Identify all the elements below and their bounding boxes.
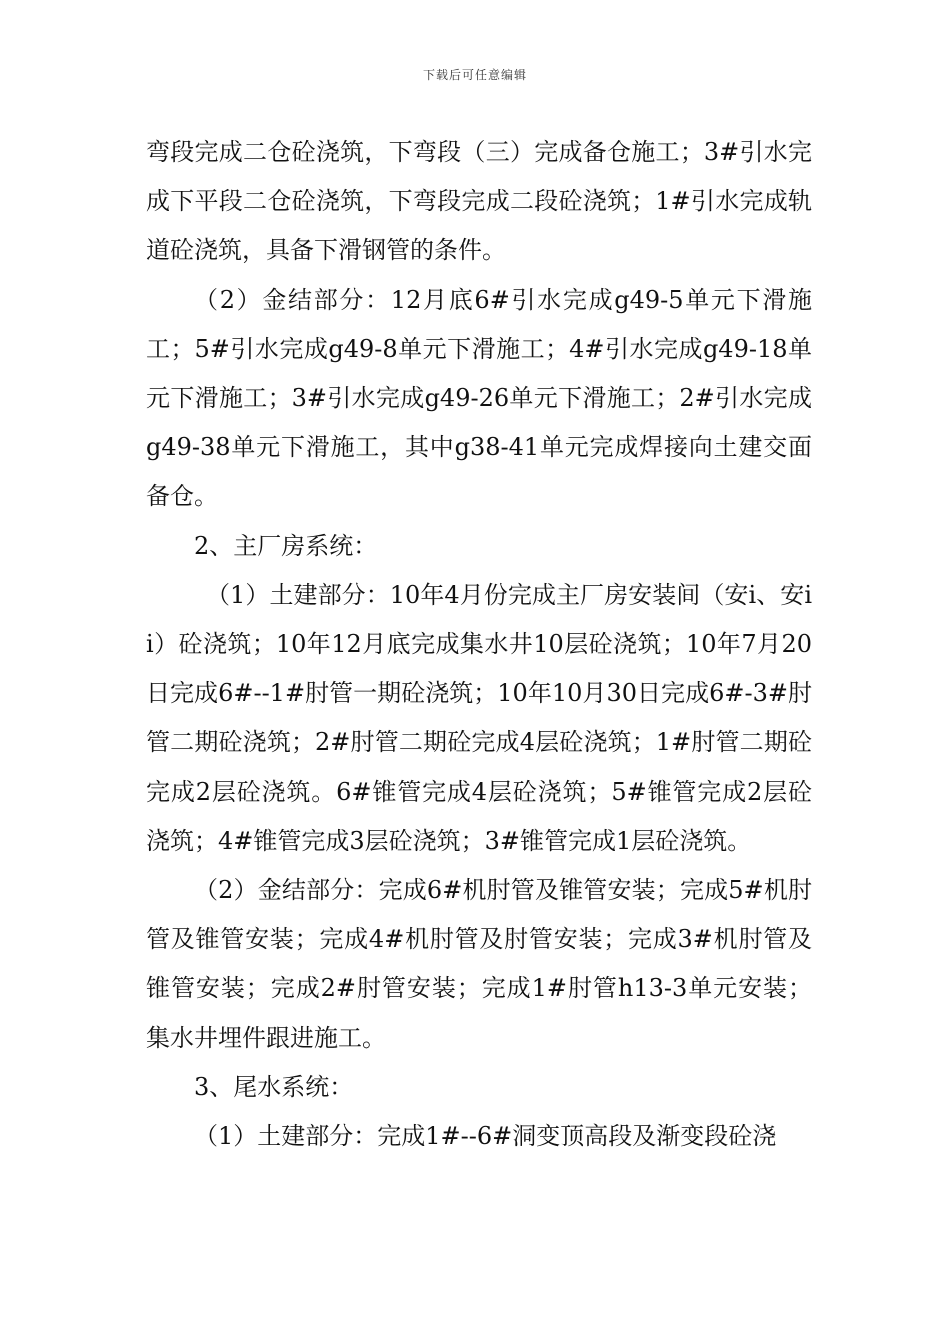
paragraph-2: （2）金结部分：12月底6#引水完成g49-5单元下滑施工；5#引水完成g49-8单元下滑施工；4#引水完成g49-18单元下滑施工；3#引水完成g49-26单元下滑施工；2#引水完成g49-38单元下滑施工，其中g38-41单元完成焊接向土建交面备仓。 <box>146 285 812 511</box>
paragraph-5: （1）土建部分：完成1#--6#洞变顶高段及渐变段砼浇 <box>194 1122 777 1151</box>
document-body <box>146 128 812 1161</box>
page-header: 下载后可任意编辑 <box>422 68 527 82</box>
paragraph-4: （2）金结部分：完成6#机肘管及锥管安装；完成5#机肘管及锥管安装；完成4#机肘管及肘管安装；完成3#机肘管及锥管安装；完成2#肘管安装；完成1#肘管h13-3单元安装；集水井埋件跟进施工。 <box>146 876 812 1052</box>
paragraph-1: 弯段完成二仓砼浇筑，下弯段（三）完成备仓施工；3#引水完成下平段二仓砼浇筑，下弯段完成二段砼浇筑；1#引水完成轨道砼浇筑，具备下滑钢管的条件。 <box>146 138 812 265</box>
section-heading-2: 2、主厂房系统： <box>194 531 378 560</box>
section-heading-3: 3、尾水系统： <box>194 1072 354 1101</box>
paragraph-3: （1）土建部分：10年4月份完成主厂房安装间（安i、安ii）砼浇筑；10年12月底完成集水井10层砼浇筑；10年7月20日完成6#--1#肘管一期砼浇筑；10年10月30日完成6#-3#肘管二期砼浇筑；2#肘管二期砼完成4层砼浇筑；1#肘管二期砼完成2层砼浇筑。6#锥管完成4层砼浇筑；5#锥管完成2层砼浇筑；4#锥管完成3层砼浇筑；3#锥管完成1层砼浇筑。 <box>146 580 812 855</box>
